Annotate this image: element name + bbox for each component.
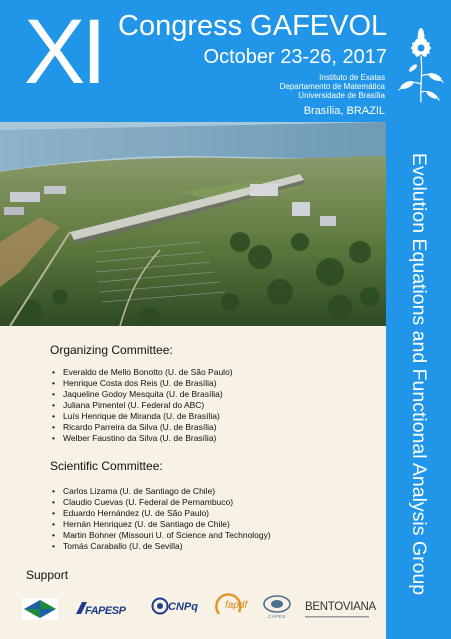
- member-name: Tomás Caraballo (U. de Sevilla): [63, 541, 183, 551]
- bullet-icon: •: [52, 433, 55, 443]
- member-name: Henrique Costa dos Reis (U. de Brasília): [63, 378, 217, 388]
- member-name: Welber Faustino da Silva (U. de Brasília): [63, 433, 217, 443]
- list-item: [50, 541, 271, 552]
- institution-line-2: Departamento de Matemática: [279, 82, 385, 91]
- member-name: Eduardo Hernández (U. de São Paulo): [63, 508, 210, 518]
- list-item: [50, 497, 271, 508]
- bentoviana-logo-icon: [305, 616, 369, 619]
- support-heading: Support: [26, 568, 69, 582]
- bullet-icon: •: [52, 541, 55, 551]
- cnpq-logo-icon: [151, 596, 169, 616]
- bullet-icon: •: [52, 497, 55, 507]
- side-title: Evolution Equations and Functional Analysis Group: [408, 152, 430, 596]
- organizing-committee-list: [50, 367, 233, 444]
- bullet-icon: •: [52, 389, 55, 399]
- congress-dates: October 23-26, 2017: [203, 46, 387, 68]
- fapesp-logo-text: FAPESP: [85, 605, 126, 617]
- list-item: [50, 400, 233, 411]
- capes-logo-icon: [262, 594, 292, 614]
- member-name: Luís Henrique de Miranda (U. de Brasília): [63, 411, 220, 421]
- bullet-icon: •: [52, 422, 55, 432]
- scientific-committee-list: [50, 486, 271, 552]
- unb-logo-icon: [22, 598, 58, 620]
- bullet-icon: •: [52, 519, 55, 529]
- scientific-committee-heading: Scientific Committee:: [50, 459, 163, 473]
- flower-illustration-icon: [393, 24, 449, 104]
- cnpq-logo-text: CNPq: [168, 601, 198, 613]
- member-name: Ricardo Parreira da Silva (U. de Brasília): [63, 422, 217, 432]
- list-item: [50, 367, 233, 378]
- member-name: Martin Bohner (Missouri U. of Science and Technology): [63, 530, 271, 540]
- edition-numeral: XI: [24, 1, 103, 103]
- list-item: [50, 411, 233, 422]
- list-item: [50, 519, 271, 530]
- list-item: [50, 508, 271, 519]
- bentoviana-logo-text: BENTOVIANA: [305, 601, 376, 613]
- member-name: Claudio Cuevas (U. Federal de Pernambuco): [63, 497, 234, 507]
- member-name: Jaqueline Godoy Mesquita (U. de Brasília): [63, 389, 223, 399]
- institution-line-1: Instituto de Exatas: [319, 73, 385, 82]
- list-item: [50, 389, 233, 400]
- fapdf-logo-text: fapdf: [225, 600, 248, 611]
- capes-logo-text: CAPES: [268, 614, 286, 619]
- sponsor-logos: [0, 588, 386, 628]
- list-item: [50, 530, 271, 541]
- bullet-icon: •: [52, 530, 55, 540]
- list-item: [50, 486, 271, 497]
- congress-title: Congress GAFEVOL: [118, 10, 388, 42]
- list-item: [50, 422, 233, 433]
- list-item: [50, 378, 233, 389]
- member-name: Everaldo de Mello Bonotto (U. de São Paulo): [63, 367, 233, 377]
- institution-line-3: Universidade de Brasília: [298, 91, 385, 100]
- bullet-icon: •: [52, 378, 55, 388]
- member-name: Juliana Pimentel (U. Federal do ABC): [63, 400, 205, 410]
- member-name: Hernán Henriquez (U. de Santiago de Chile): [63, 519, 230, 529]
- bullet-icon: •: [52, 367, 55, 377]
- bullet-icon: •: [52, 486, 55, 496]
- bullet-icon: •: [52, 508, 55, 518]
- list-item: [50, 433, 233, 444]
- organizing-committee-heading: Organizing Committee:: [50, 343, 173, 357]
- member-name: Carlos Lizama (U. de Santiago de Chile): [63, 486, 216, 496]
- congress-city: Brasília, BRAZIL: [303, 105, 385, 117]
- bullet-icon: •: [52, 411, 55, 421]
- campus-aerial-photo: [0, 122, 386, 326]
- bullet-icon: •: [52, 400, 55, 410]
